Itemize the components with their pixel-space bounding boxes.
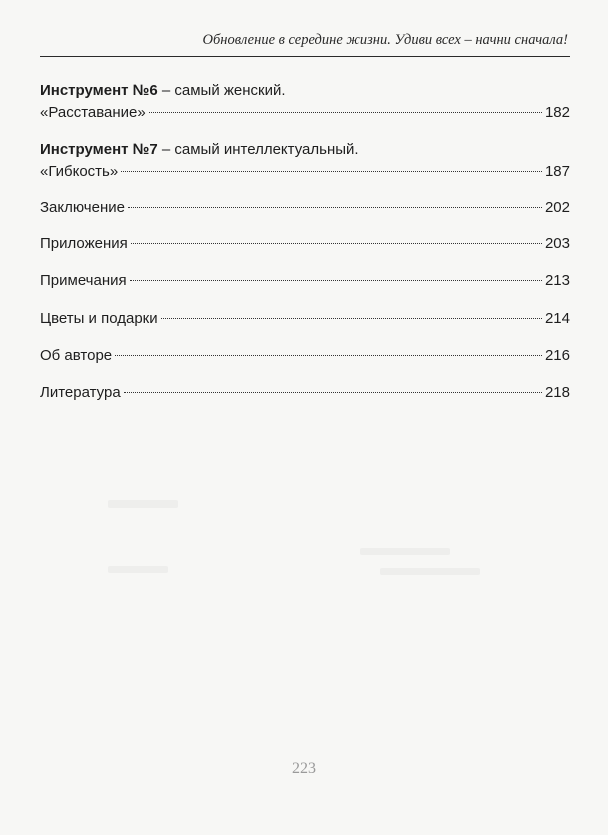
toc-entry-page: 213 bbox=[544, 272, 570, 289]
toc-entry-label: Об авторе bbox=[40, 347, 113, 364]
toc-entry-label: Цветы и подарки bbox=[40, 310, 158, 327]
dot-leader bbox=[128, 207, 542, 208]
toc-entry-title bbox=[40, 80, 570, 102]
dot-leader bbox=[121, 171, 542, 172]
toc-entry-page: 214 bbox=[544, 310, 570, 327]
toc-entry-tool-name: Инструмент №6 bbox=[40, 82, 158, 99]
toc-entry-line bbox=[40, 161, 570, 183]
dot-leader bbox=[115, 355, 542, 356]
page-number: 223 bbox=[292, 760, 316, 777]
toc-entry-page: 182 bbox=[544, 104, 570, 121]
toc-entry-line bbox=[40, 102, 570, 124]
toc-entry-subtitle: «Гибкость» bbox=[40, 163, 119, 180]
bleed-through-mark bbox=[108, 500, 178, 508]
dot-leader bbox=[149, 112, 542, 113]
bleed-through-mark bbox=[108, 566, 168, 573]
toc-entry-page: 216 bbox=[544, 347, 570, 364]
toc-entry-label: Литература bbox=[40, 384, 121, 401]
toc-entry-tool-7 bbox=[40, 139, 570, 183]
toc-entry-label: Примечания bbox=[40, 272, 127, 289]
toc-entry-page: 202 bbox=[544, 199, 570, 216]
toc-entry-conclusion bbox=[40, 197, 570, 219]
toc-entry-subtitle: «Расставание» bbox=[40, 104, 146, 121]
running-header: Обновление в середине жизни. Удиви всех – начни сначала! bbox=[202, 32, 568, 48]
dot-leader bbox=[131, 243, 542, 244]
toc-entry-label: Заключение bbox=[40, 199, 125, 216]
dot-leader bbox=[124, 392, 542, 393]
toc-entry-tool-name: Инструмент №7 bbox=[40, 141, 158, 158]
toc-entry-label: Приложения bbox=[40, 235, 128, 252]
toc-entry-flowers-and-gifts bbox=[40, 308, 570, 330]
toc-entry-literature bbox=[40, 382, 570, 404]
toc-entry-tool-6 bbox=[40, 80, 570, 124]
toc-entry-page: 218 bbox=[544, 384, 570, 401]
dot-leader bbox=[161, 318, 542, 319]
toc-entry-tool-desc: – самый женский. bbox=[157, 82, 286, 99]
toc-entry-tool-desc: – самый интеллектуальный. bbox=[157, 141, 359, 158]
dot-leader bbox=[130, 280, 542, 281]
toc-entry-notes bbox=[40, 270, 570, 292]
toc-entry-about-author bbox=[40, 345, 570, 367]
bleed-through-mark bbox=[380, 568, 480, 575]
header-rule bbox=[40, 56, 570, 57]
toc-entry-page: 187 bbox=[544, 163, 570, 180]
toc-entry-appendices bbox=[40, 233, 570, 255]
toc-entry-title bbox=[40, 139, 570, 161]
bleed-through-mark bbox=[360, 548, 450, 555]
toc-entry-page: 203 bbox=[544, 235, 570, 252]
